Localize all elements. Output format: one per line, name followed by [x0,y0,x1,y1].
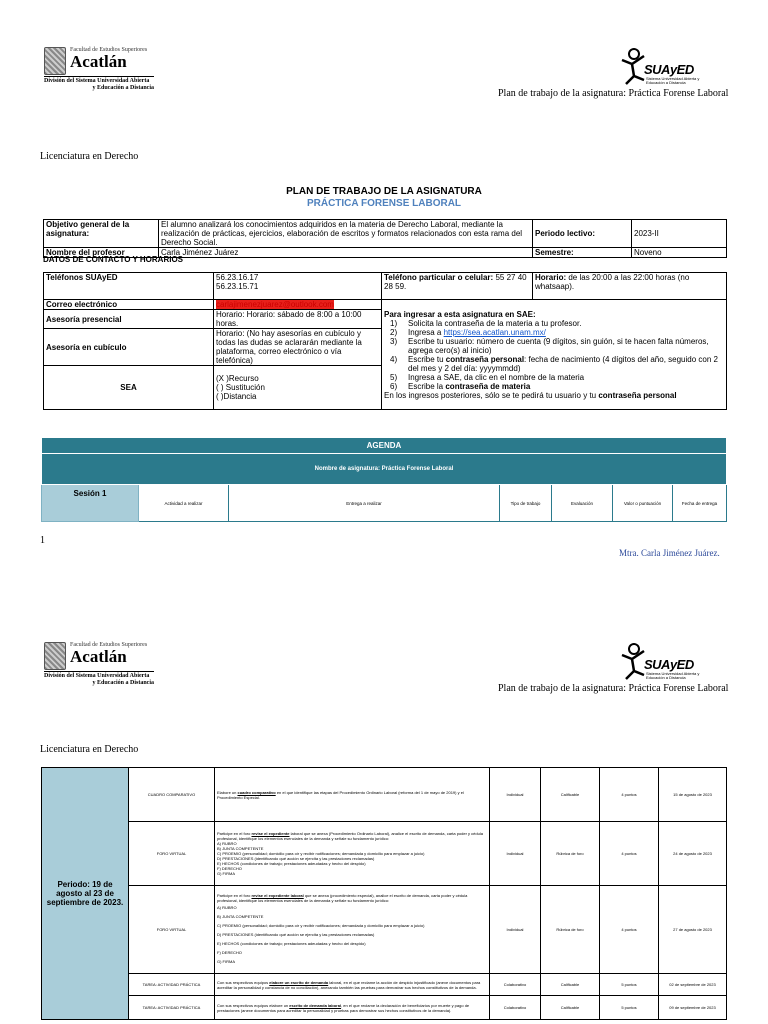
suayed-logo [618,46,718,90]
objective-label: Objetivo general de la asignatura: [44,220,159,248]
table-row [42,886,727,974]
activities-table [41,767,727,1020]
suayed-brand: SUAyED [644,657,694,672]
agenda-subject: Nombre de asignatura: Práctica Forense Laboral [42,454,727,485]
page-number: 1 [40,535,45,546]
agenda-title: AGENDA [42,438,727,454]
col-delivery: Entrega a realizar [229,485,500,522]
acatlan-logo [44,47,154,92]
plan-title: PLAN DE TRABAJO DE LA ASIGNATURA [286,186,482,197]
phones-label: Teléfonos SUAyED [44,273,214,300]
work-type: Colaborativo [490,974,541,996]
suayed-tagline: Sistema Universidad Abierta y Educación a Distancia [646,671,700,680]
sae-link[interactable]: https://sea.acatlan.unam.mx/ [443,327,546,337]
points: 4 puntos [600,822,659,886]
header-plan-title-p2: Plan de trabajo de la asignatura: Práctica Forense Laboral [498,683,729,694]
sae-step-2: 2) Ingresa a https://sea.acatlan.unam.mx/ [390,327,546,337]
suayed-brand: SUAyED [644,62,694,77]
acatlan-logo-p2 [44,642,154,687]
sea-option-distancia: ( )Distancia [216,392,257,401]
private-phone-label: Teléfono particular o celular: [384,273,494,282]
faculty-label: Facultad de Estudios Superiores [70,47,148,53]
table-row [42,996,727,1020]
acatlan-name: Acatlán [70,52,127,71]
table-row [42,822,727,886]
due-date: 15 de agosto de 2023 [659,768,727,822]
sae-step-3: 3) Escribe tu usuario: número de cuenta (9 dígitos, sin guión, si te hacen falta números, agrega cero(s) al inicio) [390,336,709,355]
activity-type: FORO VIRTUAL [129,886,215,974]
email-link[interactable]: carlajimenezjuarez@outlook.com [216,300,334,309]
activity-type: FORO VIRTUAL [129,822,215,886]
suayed-logo-p2 [618,641,718,685]
contact-table [43,272,727,410]
activity-type: TAREA: ACTIVIDAD PRÁCTICA [129,996,215,1020]
sae-step-5: 5) Ingresa a SAE, da clic en el nombre de la materia [390,372,585,382]
points: 5 puntos [600,996,659,1020]
agenda-table [41,437,727,522]
activity-type: CUADRO COMPARATIVO [129,768,215,822]
professor-value: Carla Jiménez Juárez [159,248,533,258]
professor-label: Nombre del profesor [44,248,159,258]
activity-description: Con sus respectivos equipos elabore un escrito de demanda laboral, en el que reclame la acción de despido injustificado (anexe documentos para acreditar la personalidad y constancia de no conciliación), anexando también las pruebas para demostrar sus hechos constitutivos de la demanda. [215,974,490,996]
period-cell: Periodo: 19 de agosto al 23 de septiembre de 2023. [42,768,129,1020]
points: 4 puntos [600,886,659,974]
evaluation: Rúbrica de foro [541,886,600,974]
header-plan-title: Plan de trabajo de la asignatura: Práctica Forense Laboral [498,88,729,99]
evaluation: Calificable [541,996,600,1020]
due-date: 09 de septiembre de 2023 [659,996,727,1020]
private-phone-value: 55 27 40 28 59. [384,273,527,291]
unam-seal-icon [44,642,66,670]
division-line2: y Educación a Distancia [92,680,154,686]
work-type: Individual [490,768,541,822]
faculty-label: Facultad de Estudios Superiores [70,642,148,648]
table-row [42,974,727,996]
sae-step-4: 4) Escribe tu contraseña personal: fecha de nacimiento (4 dígitos del año, seguido con 2 del mes y 2 del día: yyyymmdd) [390,354,718,373]
work-type: Individual [490,822,541,886]
acatlan-name: Acatlán [70,647,127,666]
contact-heading: DATOS DE CONTACTO Y HORARIOS [43,255,184,264]
sae-step-6: 6) Escribe la contraseña de materia [390,381,531,391]
activity-description: Participe en el foro revise el expediente laboral que se anexa (procedimiento especial), analice el escrito de demanda, carta poder y cédula profesional, identifique los elementos esenciales de la demanda y señale su fundamento jurídico: A) RUBRO B) JUNTA COMPETENTE C) PROEMIO (personalidad; domicilio para oír y recibir notificaciones; demandada y domicilio para emplazar a juicio) D) PRESTACIONES (identificando qué acción se ejercita y las prestaciones reclamadas) E) HECHOS (condiciones de trabajo; prestaciones adeudadas y hecho del despido) F) DERECHO G) FIRMA [215,886,490,974]
evaluation: Calificable [541,974,600,996]
sea-option-sustitucion: ( ) Sustitución [216,383,265,392]
col-work-type: Tipo de trabajo [500,485,552,522]
division-line2: y Educación a Distancia [92,85,154,91]
schedule-value: de las 20:00 a las 22:00 horas (no whatsaap). [535,273,690,291]
phone-1: 56.23.16.17 [216,273,259,282]
presential-value: Horario: Horario: sábado de 8:00 a 10:00 horas. [214,310,382,329]
division-line1: División del Sistema Universidad Abierta [44,78,150,84]
col-evaluation: Evaluación [552,485,613,522]
table-row [42,768,727,822]
career-label: Licenciatura en Derecho [40,151,139,162]
points: 4 puntos [600,768,659,822]
work-type: Individual [490,886,541,974]
semester-value: Noveno [632,248,727,258]
period-value: 2023-II [632,220,727,248]
sae-footer: En los ingresos posteriores, sólo se te pedirá tu usuario y tu contraseña personal [384,390,677,400]
presential-label: Asesoría presencial [44,310,214,329]
cubicle-label: Asesoría en cubículo [44,329,214,366]
col-activity: Actividad a realizar [139,485,229,522]
activity-description: Elabore un cuadro comparativo en el que identifique las etapas del Procedimiento Ordinario Laboral (reforma del 1 de mayo de 2019) y el Procedimiento Especial. [215,768,490,822]
sae-step-1: 1) Solicita la contraseña de la materia a tu profesor. [390,318,582,328]
career-label-p2: Licenciatura en Derecho [40,744,139,755]
phone-2: 56.23.15.71 [216,282,259,291]
col-due-date: Fecha de entrega [673,485,727,522]
info-table [43,219,727,258]
division-line1: División del Sistema Universidad Abierta [44,673,150,679]
sea-option-recurso: (X )Recurso [216,374,259,383]
col-value: Valor o puntuación [613,485,673,522]
work-type: Colaborativo [490,996,541,1020]
evaluation: Calificable [541,768,600,822]
evaluation: Rúbrica de foro [541,822,600,886]
sea-label: SEA [44,366,214,410]
session-1-label: Sesión 1 [42,485,139,522]
subject-subtitle: PRÁCTICA FORENSE LABORAL [306,198,462,209]
activity-description: Participe en el foro revise el expediente laboral que se anexa (Procedimiento Ordinario Laboral), analice el escrito de demanda, carta poder y cédula profesional, identifique los elementos esenciales de la demanda y señale su fundamento jurídico: A) RUBRO B) JUNTA COMPETENTE C) PROEMIO (personalidad; domicilio para oír y recibir notificaciones; demandada y domicilio para emplazar a juicio) D) PRESTACIONES (identificando qué acción se ejercita y las prestaciones reclamadas) E) HECHOS (condiciones de trabajo; prestaciones adeudadas y hecho del despido) F) DERECHO G) FIRMA [215,822,490,886]
points: 5 puntos [600,974,659,996]
due-date: 24 de agosto de 2023 [659,822,727,886]
cubicle-value: Horario: (No hay asesorías en cubículo y todas las dudas se aclararán mediante la plataforma, correo electrónico o vía telefónica) [214,329,382,366]
email-label: Correo electrónico [44,300,214,310]
activity-type: TAREA: ACTIVIDAD PRÁCTICA [129,974,215,996]
activity-description: Con sus respectivos equipos elabore un escrito de demanda laboral, en el que reclame la declaración de beneficiarios por muerte y pago de prestaciones (anexe documentos para acreditar la personalidad y pruebas para demostrar sus hechos constitutivos de la demanda). [215,996,490,1020]
suayed-tagline: Sistema Universidad Abierta y Educación a Distancia [646,76,700,85]
objective-text: El alumno analizará los conocimientos adquiridos en la materia de Derecho Laboral, mediante la realización de prácticas, ejercicios, elaboración de escritos y formatos relacionados con esta rama del Derecho Social. [159,220,533,248]
due-date: 02 de septiembre de 2023 [659,974,727,996]
due-date: 27 de agosto de 2023 [659,886,727,974]
semester-label: Semestre: [533,248,632,258]
period-label: Periodo lectivo: [533,220,632,248]
sae-heading: Para ingresar a esta asignatura en SAE: [384,309,536,319]
unam-seal-icon [44,47,66,75]
author-signature: Mtra. Carla Jiménez Juárez. [619,548,720,558]
schedule-label: Horario: [535,273,567,282]
